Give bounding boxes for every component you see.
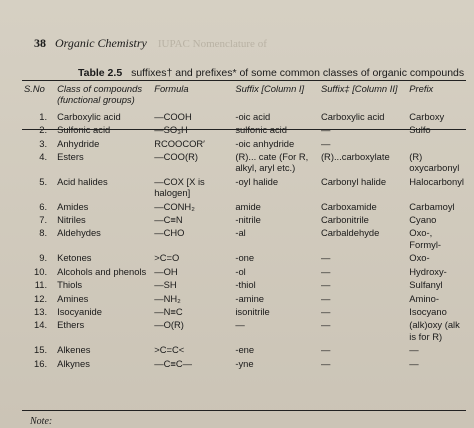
book-title: Organic Chemistry	[55, 36, 147, 50]
note-label: Note:	[30, 416, 53, 427]
row-suffix1: —	[235, 319, 245, 331]
row-prefix: Isocyano	[409, 305, 447, 317]
row-suffix1: -ene	[235, 344, 255, 356]
table-row	[22, 200, 466, 213]
row-suffix2: —	[320, 319, 331, 331]
table-row	[22, 137, 466, 150]
table-caption-text: suffixes† and prefixes* of some common classes of organic compounds	[131, 67, 465, 79]
table-row	[22, 226, 466, 251]
row-sno: 4.	[39, 151, 48, 163]
table-caption	[78, 67, 464, 79]
row-class: Acid halides	[57, 175, 108, 187]
row-prefix: Carbamoyl	[409, 200, 455, 212]
table-row	[22, 292, 466, 305]
header-bottom-rule	[22, 129, 466, 130]
row-class: Isocyanide	[57, 305, 102, 317]
row-sno: 9.	[39, 252, 48, 264]
table-label: Table 2.5	[78, 67, 123, 79]
row-prefix: Sulfanyl	[409, 279, 443, 291]
row-sno: 11.	[34, 279, 48, 291]
row-sno: 5.	[39, 175, 48, 187]
row-class: Alkenes	[57, 344, 91, 356]
table-row	[22, 175, 466, 200]
col-prefix: Prefix	[409, 83, 434, 94]
table-row	[22, 278, 466, 291]
row-prefix: (R) oxycarbonyl	[409, 151, 460, 174]
row-suffix2: Carbonyl halide	[320, 175, 387, 187]
table-row	[22, 265, 466, 278]
row-suffix2: —	[320, 344, 331, 356]
row-formula: —CHO	[154, 227, 185, 239]
row-suffix2: —	[320, 137, 331, 149]
row-suffix1: -al	[235, 227, 246, 239]
row-class: Ketones	[57, 252, 92, 264]
row-prefix: —	[409, 344, 419, 356]
row-formula: >C=C<	[154, 344, 185, 356]
row-class: Alkynes	[57, 357, 90, 369]
table-row	[22, 305, 466, 318]
row-prefix: Hydroxy-	[409, 265, 447, 277]
show-through-text: IUPAC Nomenclature of	[157, 38, 267, 50]
row-sno: 7.	[39, 214, 48, 226]
row-suffix2: (R)...carboxylate	[320, 151, 390, 163]
row-sno: 8.	[39, 227, 48, 239]
row-formula: —COO(R)	[154, 151, 198, 163]
row-suffix1: -nitrile	[235, 214, 261, 226]
row-formula: —OH	[154, 265, 178, 277]
col-suffix2: Suffix‡ [Column II]	[320, 83, 398, 94]
row-suffix1: -oyl halide	[235, 175, 279, 187]
row-suffix2: Carboxylic acid	[320, 110, 385, 122]
row-prefix: Cyano	[409, 214, 437, 226]
row-suffix2: —	[320, 279, 331, 291]
col-formula: Formula	[154, 83, 189, 94]
row-suffix2: Carbaldehyde	[320, 227, 380, 239]
table-row	[22, 251, 466, 264]
table-row	[22, 357, 466, 370]
row-sno: 6.	[39, 200, 48, 212]
row-suffix2: —	[320, 252, 331, 264]
row-suffix1: -ol	[235, 265, 246, 277]
col-suffix1: Suffix [Column I]	[235, 83, 305, 94]
row-prefix	[407, 137, 466, 150]
row-prefix: Halocarbonyl	[409, 175, 464, 187]
row-sno: 13.	[34, 305, 48, 317]
row-class: Anhydride	[57, 137, 100, 149]
row-class: Esters	[57, 151, 84, 163]
row-suffix1: -amine	[235, 292, 264, 304]
row-class: Alcohols and phenols	[57, 265, 147, 277]
row-class: Ethers	[57, 319, 85, 331]
table-header-row	[22, 80, 466, 110]
row-suffix1: -oic anhydride	[235, 137, 295, 149]
row-formula: >C=O	[154, 252, 180, 264]
table-row	[22, 343, 466, 356]
row-suffix2: Carboxamide	[320, 200, 377, 212]
row-sno: 10.	[34, 265, 48, 277]
row-sno: 1.	[39, 110, 48, 122]
row-formula: —COOH	[154, 110, 192, 122]
table-row	[22, 213, 466, 226]
row-sno: 3.	[39, 137, 48, 149]
row-formula: —C≡C—	[154, 357, 192, 369]
row-suffix2: Carbonitrile	[320, 214, 369, 226]
row-prefix: Carboxy	[409, 110, 445, 122]
row-formula: —C≡N	[154, 214, 183, 226]
col-class: Class of compounds (functional groups)	[57, 83, 143, 106]
row-suffix2: —	[320, 265, 331, 277]
row-prefix: —	[409, 357, 419, 369]
row-prefix: (alk)oxy (alk is for R)	[409, 319, 460, 342]
table-row	[22, 110, 466, 123]
row-formula: —N≡C	[154, 305, 183, 317]
row-suffix1: -yne	[235, 357, 254, 369]
page-number: 38	[34, 36, 46, 50]
row-suffix2: —	[320, 292, 331, 304]
row-formula: —NH₂	[154, 292, 181, 304]
row-sno: 16.	[34, 357, 48, 369]
row-class: Carboxylic acid	[57, 110, 121, 122]
row-formula: —COX [X is halogen]	[154, 175, 205, 199]
table-row	[22, 150, 466, 175]
row-class: Aldehydes	[57, 227, 101, 239]
row-suffix1: -thiol	[235, 279, 256, 291]
row-class: Thiols	[57, 279, 83, 291]
row-prefix: Oxo-	[409, 252, 430, 264]
row-suffix2: —	[320, 305, 331, 317]
row-suffix1: amide	[235, 200, 261, 212]
row-formula: —SH	[154, 279, 177, 291]
row-class: Nitriles	[57, 214, 86, 226]
row-sno: 15.	[34, 344, 48, 356]
row-suffix2: —	[320, 357, 331, 369]
row-class: Amides	[57, 200, 89, 212]
row-formula: —O(R)	[154, 319, 184, 331]
compound-classes-table	[22, 80, 466, 370]
row-formula: —CONH₂	[154, 200, 195, 212]
table-body	[22, 110, 466, 370]
row-suffix1: -oic acid	[235, 110, 271, 122]
row-prefix: Oxo-, Formyl-	[409, 227, 442, 250]
row-formula: RCOOCOR′	[154, 137, 205, 149]
row-sno: 14.	[34, 319, 48, 331]
table-row	[22, 318, 466, 343]
page-header	[34, 36, 267, 51]
row-prefix: Amino-	[409, 292, 439, 304]
col-sno: S.No	[24, 83, 45, 94]
row-class: Amines	[57, 292, 89, 304]
table-bottom-rule	[22, 410, 466, 411]
row-suffix1: isonitrile	[235, 305, 270, 317]
row-suffix1: -one	[235, 252, 255, 264]
row-sno: 12.	[34, 292, 48, 304]
row-suffix1: (R)... cate (For R, alkyl, aryl etc.)	[235, 151, 309, 174]
